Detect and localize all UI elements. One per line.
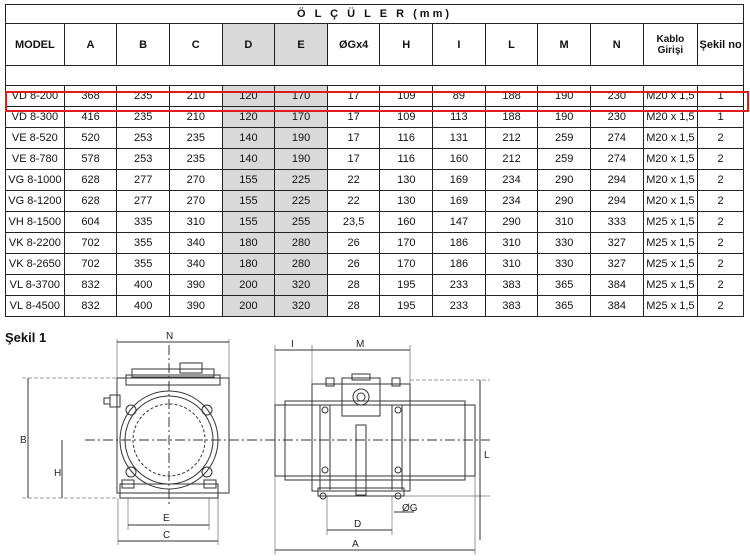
value-cell: 170 bbox=[275, 107, 328, 128]
column-header: M bbox=[538, 24, 591, 66]
value-cell: 109 bbox=[380, 86, 433, 107]
value-cell: 195 bbox=[380, 296, 433, 317]
value-cell: 702 bbox=[64, 233, 117, 254]
model-cell: VK 8-2650 bbox=[6, 254, 65, 275]
label-G: ØG bbox=[402, 503, 418, 514]
value-cell: 26 bbox=[327, 233, 380, 254]
value-cell: 130 bbox=[380, 191, 433, 212]
value-cell: 253 bbox=[117, 128, 170, 149]
value-cell: 140 bbox=[222, 149, 275, 170]
value-cell: 225 bbox=[275, 170, 328, 191]
value-cell: 234 bbox=[485, 191, 538, 212]
value-cell: 120 bbox=[222, 86, 275, 107]
value-cell: 147 bbox=[433, 212, 486, 233]
value-cell: 17 bbox=[327, 86, 380, 107]
value-cell: 2 bbox=[698, 233, 744, 254]
value-cell: 400 bbox=[117, 296, 170, 317]
value-cell: 320 bbox=[275, 275, 328, 296]
value-cell: 170 bbox=[380, 254, 433, 275]
value-cell: 832 bbox=[64, 296, 117, 317]
label-H: H bbox=[54, 468, 62, 479]
value-cell: 320 bbox=[275, 296, 328, 317]
value-cell: 130 bbox=[380, 170, 433, 191]
value-cell: 210 bbox=[169, 86, 222, 107]
value-cell: 233 bbox=[433, 275, 486, 296]
model-cell: VH 8-1500 bbox=[6, 212, 65, 233]
value-cell: 578 bbox=[64, 149, 117, 170]
value-cell: 383 bbox=[485, 275, 538, 296]
value-cell: 327 bbox=[590, 254, 643, 275]
value-cell: 520 bbox=[64, 128, 117, 149]
value-cell: 277 bbox=[117, 191, 170, 212]
value-cell: M20 x 1,5 bbox=[643, 191, 698, 212]
value-cell: 628 bbox=[64, 170, 117, 191]
value-cell: 169 bbox=[433, 170, 486, 191]
value-cell: 365 bbox=[538, 275, 591, 296]
value-cell: 17 bbox=[327, 149, 380, 170]
value-cell: 416 bbox=[64, 107, 117, 128]
value-cell: 702 bbox=[64, 254, 117, 275]
value-cell: 116 bbox=[380, 149, 433, 170]
value-cell: 310 bbox=[169, 212, 222, 233]
value-cell: 333 bbox=[590, 212, 643, 233]
value-cell: M20 x 1,5 bbox=[643, 128, 698, 149]
value-cell: 330 bbox=[538, 254, 591, 275]
value-cell: 200 bbox=[222, 275, 275, 296]
value-cell: 280 bbox=[275, 254, 328, 275]
value-cell: 180 bbox=[222, 254, 275, 275]
value-cell: 186 bbox=[433, 233, 486, 254]
column-header: N bbox=[590, 24, 643, 66]
value-cell: 310 bbox=[538, 212, 591, 233]
value-cell: 170 bbox=[380, 233, 433, 254]
value-cell: M25 x 1,5 bbox=[643, 296, 698, 317]
value-cell: 340 bbox=[169, 233, 222, 254]
value-cell: 109 bbox=[380, 107, 433, 128]
column-header: ØGx4 bbox=[327, 24, 380, 66]
value-cell: 290 bbox=[485, 212, 538, 233]
value-cell: 195 bbox=[380, 275, 433, 296]
model-cell: VD 8-200 bbox=[6, 86, 65, 107]
value-cell: M25 x 1,5 bbox=[643, 233, 698, 254]
value-cell: 113 bbox=[433, 107, 486, 128]
value-cell: 22 bbox=[327, 170, 380, 191]
value-cell: 188 bbox=[485, 107, 538, 128]
value-cell: 2 bbox=[698, 149, 744, 170]
value-cell: 186 bbox=[433, 254, 486, 275]
value-cell: 116 bbox=[380, 128, 433, 149]
value-cell: 390 bbox=[169, 296, 222, 317]
side-view-drawing bbox=[275, 374, 475, 499]
value-cell: 340 bbox=[169, 254, 222, 275]
label-L: L bbox=[484, 450, 490, 461]
label-M: M bbox=[356, 339, 365, 350]
column-header: D bbox=[222, 24, 275, 66]
value-cell: 230 bbox=[590, 107, 643, 128]
value-cell: 355 bbox=[117, 233, 170, 254]
value-cell: 235 bbox=[117, 107, 170, 128]
value-cell: 89 bbox=[433, 86, 486, 107]
value-cell: 259 bbox=[538, 128, 591, 149]
value-cell: 190 bbox=[538, 107, 591, 128]
value-cell: 277 bbox=[117, 170, 170, 191]
value-cell: 2 bbox=[698, 296, 744, 317]
value-cell: M20 x 1,5 bbox=[643, 86, 698, 107]
value-cell: 235 bbox=[169, 149, 222, 170]
value-cell: 2 bbox=[698, 128, 744, 149]
value-cell: 270 bbox=[169, 170, 222, 191]
value-cell: 190 bbox=[275, 128, 328, 149]
model-cell: VL 8-4500 bbox=[6, 296, 65, 317]
label-D: D bbox=[354, 519, 362, 530]
label-A: A bbox=[352, 539, 359, 550]
value-cell: M25 x 1,5 bbox=[643, 275, 698, 296]
value-cell: 17 bbox=[327, 107, 380, 128]
value-cell: 2 bbox=[698, 254, 744, 275]
value-cell: 2 bbox=[698, 191, 744, 212]
value-cell: 235 bbox=[169, 128, 222, 149]
value-cell: M20 x 1,5 bbox=[643, 107, 698, 128]
label-N: N bbox=[166, 331, 174, 342]
value-cell: 160 bbox=[433, 149, 486, 170]
column-header: H bbox=[380, 24, 433, 66]
value-cell: 2 bbox=[698, 275, 744, 296]
label-E: E bbox=[163, 513, 170, 524]
value-cell: 294 bbox=[590, 170, 643, 191]
value-cell: 2 bbox=[698, 170, 744, 191]
value-cell: 120 bbox=[222, 107, 275, 128]
value-cell: 335 bbox=[117, 212, 170, 233]
value-cell: 190 bbox=[275, 149, 328, 170]
value-cell: 274 bbox=[590, 128, 643, 149]
value-cell: 169 bbox=[433, 191, 486, 212]
value-cell: 233 bbox=[433, 296, 486, 317]
model-cell: VK 8-2200 bbox=[6, 233, 65, 254]
value-cell: M20 x 1,5 bbox=[643, 170, 698, 191]
value-cell: 140 bbox=[222, 128, 275, 149]
value-cell: 212 bbox=[485, 128, 538, 149]
value-cell: 255 bbox=[275, 212, 328, 233]
label-C: C bbox=[163, 530, 171, 541]
value-cell: 170 bbox=[275, 86, 328, 107]
value-cell: M25 x 1,5 bbox=[643, 212, 698, 233]
value-cell: 2 bbox=[698, 212, 744, 233]
value-cell: 832 bbox=[64, 275, 117, 296]
value-cell: M25 x 1,5 bbox=[643, 254, 698, 275]
value-cell: 180 bbox=[222, 233, 275, 254]
value-cell: 1 bbox=[698, 107, 744, 128]
column-header: Kablo Girişi bbox=[643, 24, 698, 66]
column-header: E bbox=[275, 24, 328, 66]
value-cell: 327 bbox=[590, 233, 643, 254]
model-cell: VD 8-300 bbox=[6, 107, 65, 128]
value-cell: 190 bbox=[538, 86, 591, 107]
model-cell: VG 8-1000 bbox=[6, 170, 65, 191]
value-cell: 225 bbox=[275, 191, 328, 212]
value-cell: 253 bbox=[117, 149, 170, 170]
value-cell: 235 bbox=[117, 86, 170, 107]
value-cell: 384 bbox=[590, 275, 643, 296]
value-cell: 290 bbox=[538, 170, 591, 191]
value-cell: 28 bbox=[327, 275, 380, 296]
label-B: B bbox=[20, 435, 27, 446]
model-cell: VG 8-1200 bbox=[6, 191, 65, 212]
value-cell: 383 bbox=[485, 296, 538, 317]
value-cell: 155 bbox=[222, 212, 275, 233]
value-cell: 280 bbox=[275, 233, 328, 254]
value-cell: 22 bbox=[327, 191, 380, 212]
value-cell: 200 bbox=[222, 296, 275, 317]
model-cell: VL 8-3700 bbox=[6, 275, 65, 296]
value-cell: 28 bbox=[327, 296, 380, 317]
value-cell: 23,5 bbox=[327, 212, 380, 233]
value-cell: 212 bbox=[485, 149, 538, 170]
column-header: C bbox=[169, 24, 222, 66]
value-cell: 1 bbox=[698, 86, 744, 107]
value-cell: 155 bbox=[222, 170, 275, 191]
value-cell: 230 bbox=[590, 86, 643, 107]
value-cell: 210 bbox=[169, 107, 222, 128]
label-I: I bbox=[291, 339, 294, 350]
value-cell: 604 bbox=[64, 212, 117, 233]
column-header: MODEL bbox=[6, 24, 65, 66]
value-cell: 188 bbox=[485, 86, 538, 107]
value-cell: 390 bbox=[169, 275, 222, 296]
value-cell: 290 bbox=[538, 191, 591, 212]
column-header: B bbox=[117, 24, 170, 66]
model-cell: VE 8-520 bbox=[6, 128, 65, 149]
value-cell: 270 bbox=[169, 191, 222, 212]
value-cell: 365 bbox=[538, 296, 591, 317]
value-cell: 155 bbox=[222, 191, 275, 212]
value-cell: 355 bbox=[117, 254, 170, 275]
value-cell: 274 bbox=[590, 149, 643, 170]
value-cell: 234 bbox=[485, 170, 538, 191]
column-header: I bbox=[433, 24, 486, 66]
value-cell: 26 bbox=[327, 254, 380, 275]
front-view-drawing bbox=[104, 363, 229, 498]
value-cell: 259 bbox=[538, 149, 591, 170]
column-header: L bbox=[485, 24, 538, 66]
table-title: Ö L Ç Ü L E R (mm) bbox=[6, 5, 744, 24]
value-cell: 384 bbox=[590, 296, 643, 317]
value-cell: 628 bbox=[64, 191, 117, 212]
value-cell: 310 bbox=[485, 254, 538, 275]
value-cell: M20 x 1,5 bbox=[643, 149, 698, 170]
value-cell: 310 bbox=[485, 233, 538, 254]
column-header: A bbox=[64, 24, 117, 66]
value-cell: 368 bbox=[64, 86, 117, 107]
value-cell: 294 bbox=[590, 191, 643, 212]
value-cell: 400 bbox=[117, 275, 170, 296]
model-cell: VE 8-780 bbox=[6, 149, 65, 170]
figure-title: Şekil 1 bbox=[5, 330, 47, 345]
value-cell: 131 bbox=[433, 128, 486, 149]
column-header: Şekil no bbox=[698, 24, 744, 66]
value-cell: 160 bbox=[380, 212, 433, 233]
value-cell: 330 bbox=[538, 233, 591, 254]
value-cell: 17 bbox=[327, 128, 380, 149]
